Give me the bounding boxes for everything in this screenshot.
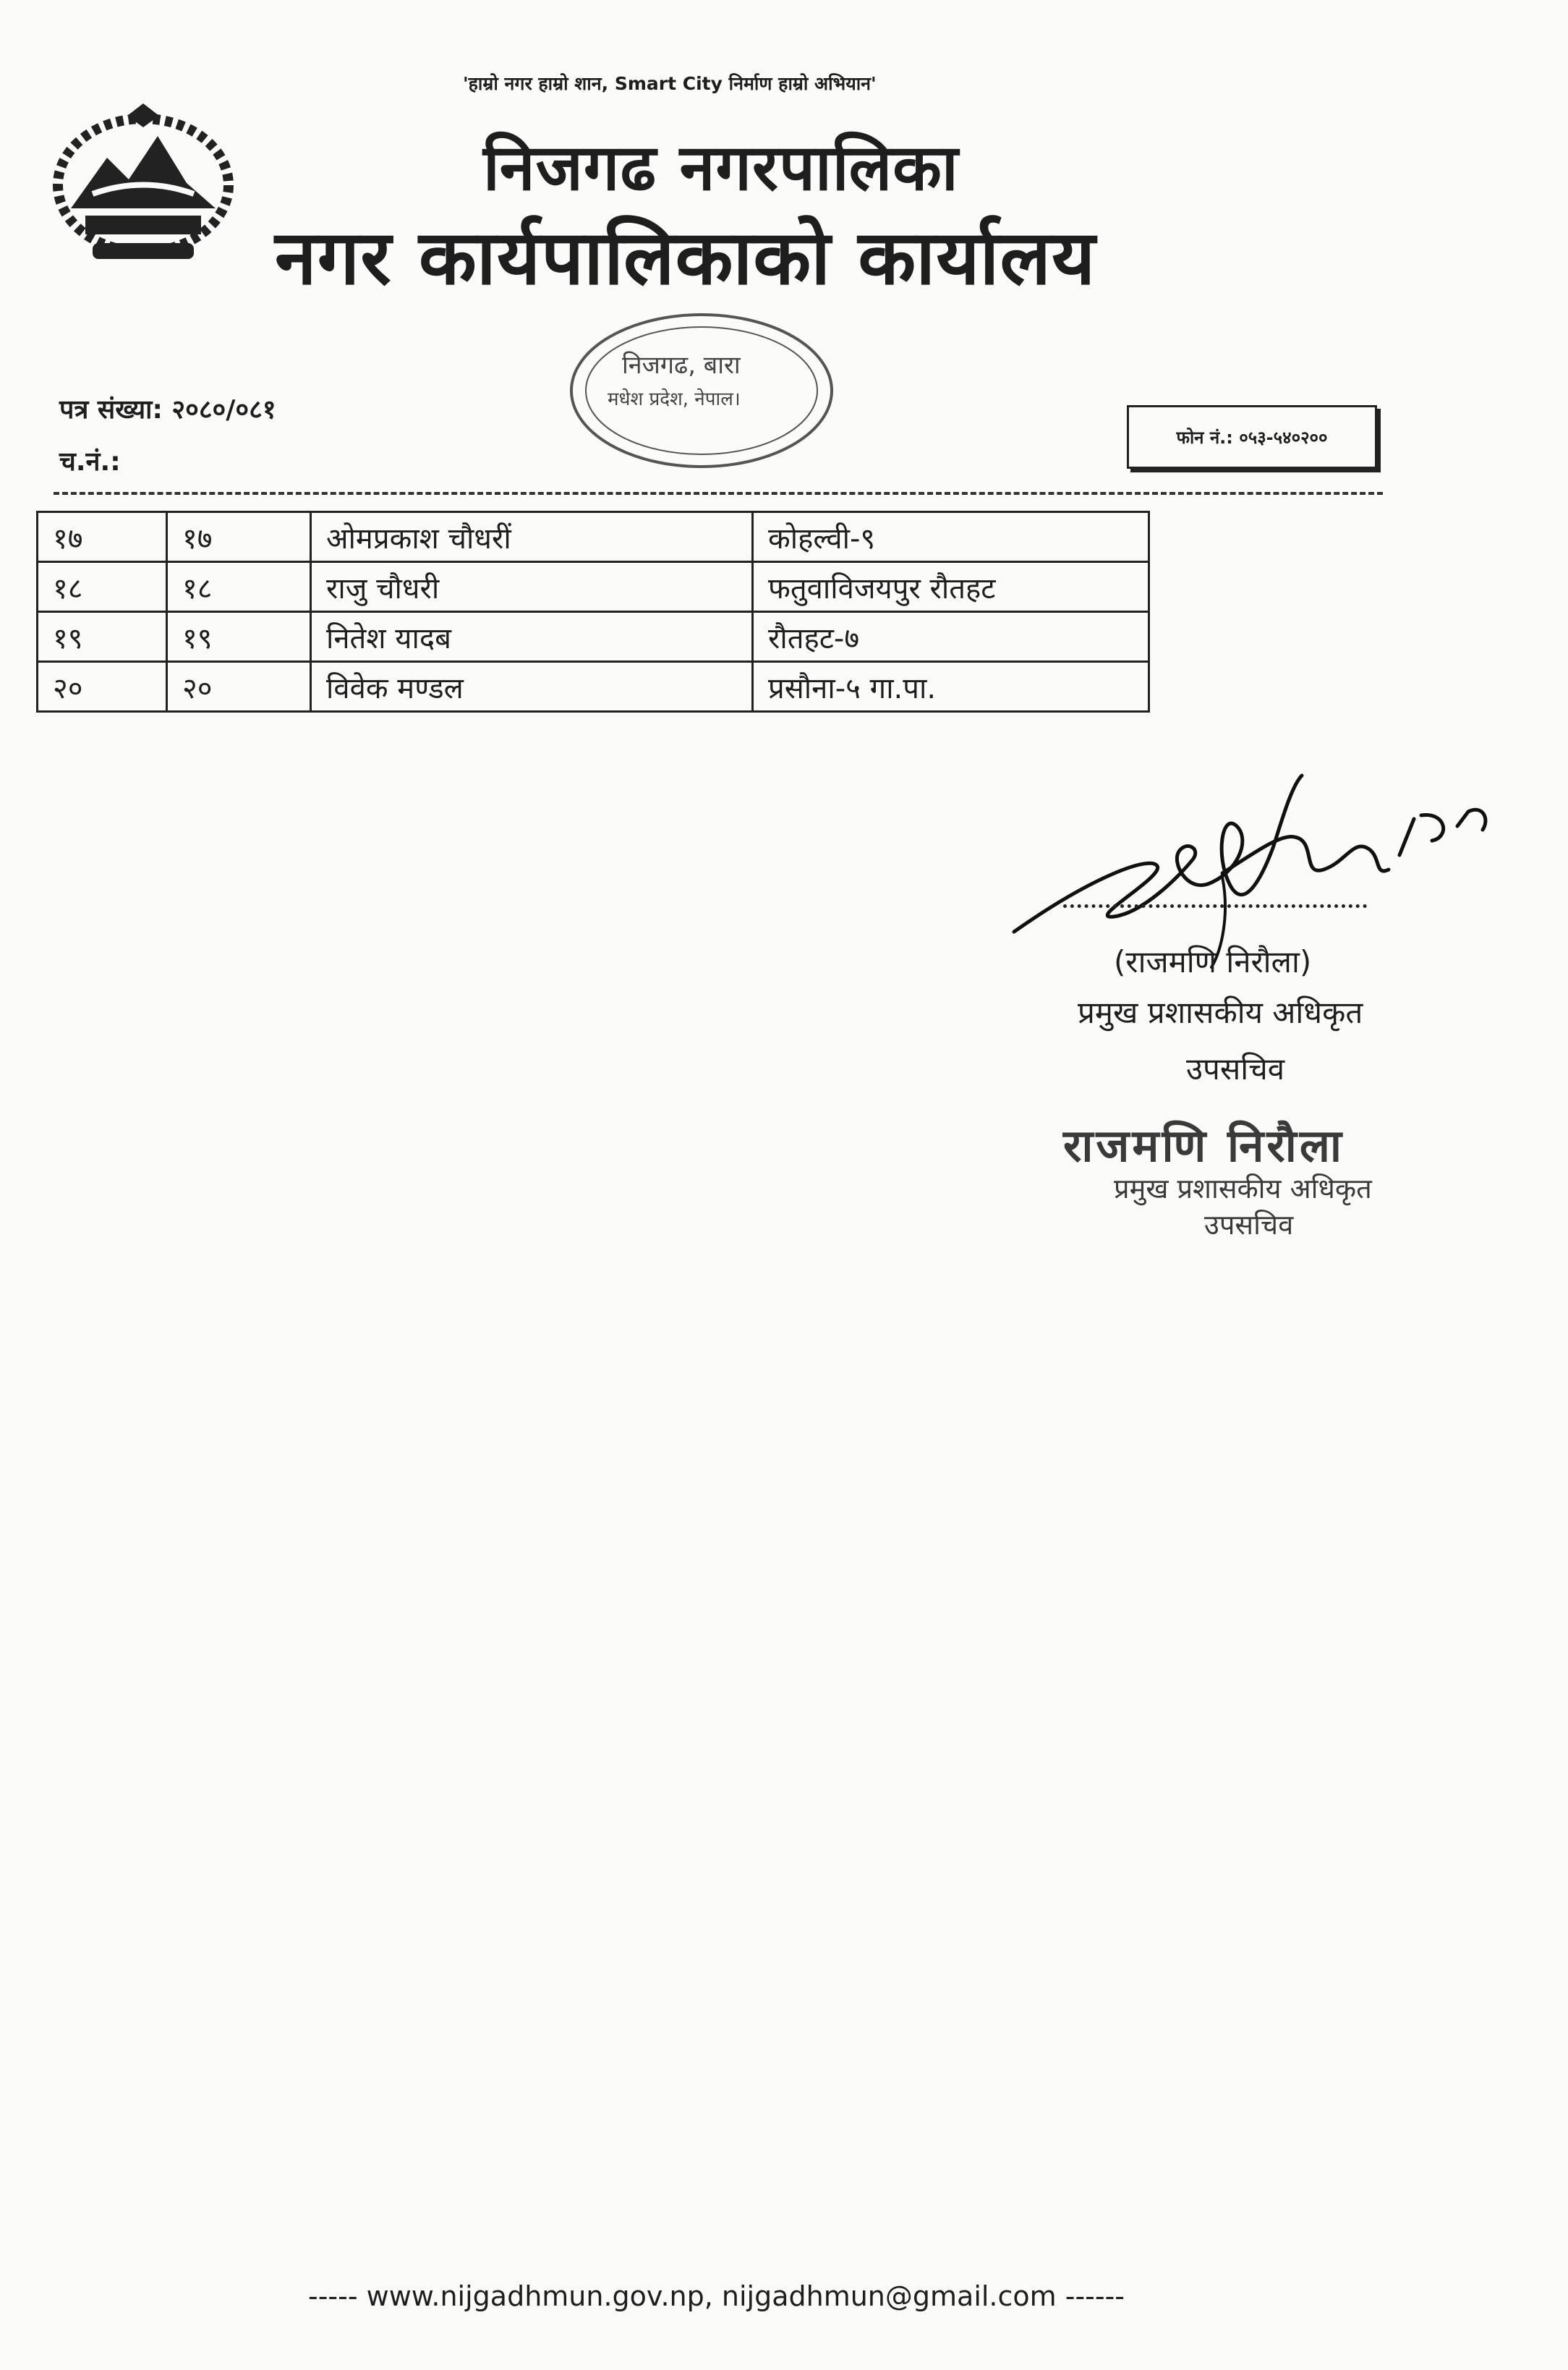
roll-cell: १८: [167, 562, 311, 612]
footer-contact: ----- www.nijgadhmun.gov.np, nijgadhmun@gmail.com ------: [308, 2280, 1125, 2312]
signatory-name: (राजमणि निरौला): [1114, 944, 1312, 980]
seal-line: निजगढ, बारा: [622, 351, 741, 380]
dispatch-number: च.नं.:: [59, 447, 121, 477]
nepal-emblem-icon: [42, 100, 244, 266]
table-row: [38, 662, 1149, 712]
address-cell: फतुवाविजयपुर रौतहट: [753, 562, 1149, 612]
candidates-table: [36, 511, 1150, 713]
name-cell: विवेक मण्डल: [311, 662, 753, 712]
header-divider: [54, 492, 1383, 495]
stamp-post: उपसचिव: [1204, 1209, 1294, 1241]
table-row: [38, 612, 1149, 662]
signatory-title: प्रमुख प्रशासकीय अधिकृत: [1078, 995, 1363, 1030]
phone-box: [1127, 405, 1377, 469]
stamp-name: राजमणि निरौला: [1063, 1119, 1345, 1172]
address-cell: रौतहट-७: [753, 612, 1149, 662]
table-row: [38, 562, 1149, 612]
name-cell: ओमप्रकाश चौधरीं: [311, 512, 753, 562]
name-cell: राजु चौधरी: [311, 562, 753, 612]
stamp-title: प्रमुख प्रशासकीय अधिकृत: [1114, 1173, 1372, 1205]
address-cell: प्रसौना-५ गा.पा.: [753, 662, 1149, 712]
roll-cell: २०: [167, 662, 311, 712]
slogan: 'हाम्रो नगर हाम्रो शान, Smart City निर्माण हाम्रो अभियान': [463, 73, 877, 94]
serial-cell: १९: [38, 612, 167, 662]
signature-line: [1063, 904, 1367, 908]
name-cell: नितेश यादब: [311, 612, 753, 662]
office-seal: [557, 304, 846, 477]
seal-line: मधेश प्रदेश, नेपाल।: [608, 388, 741, 410]
phone-number: फोन नं.: ०५३-५४०२००: [1176, 427, 1328, 448]
table-row: [38, 512, 1149, 562]
serial-cell: १७: [38, 512, 167, 562]
serial-cell: २०: [38, 662, 167, 712]
signatory-post: उपसचिव: [1186, 1051, 1285, 1087]
office-name: नगर कार्यपालिकाको कार्यालय: [275, 213, 1096, 302]
roll-cell: १९: [167, 612, 311, 662]
municipality-name: निजगढ नगरपालिका: [483, 130, 959, 205]
roll-cell: १७: [167, 512, 311, 562]
serial-cell: १८: [38, 562, 167, 612]
address-cell: कोहल्वी-९: [753, 512, 1149, 562]
reference-number: पत्र संख्या: २०८०/०८१: [59, 395, 276, 425]
